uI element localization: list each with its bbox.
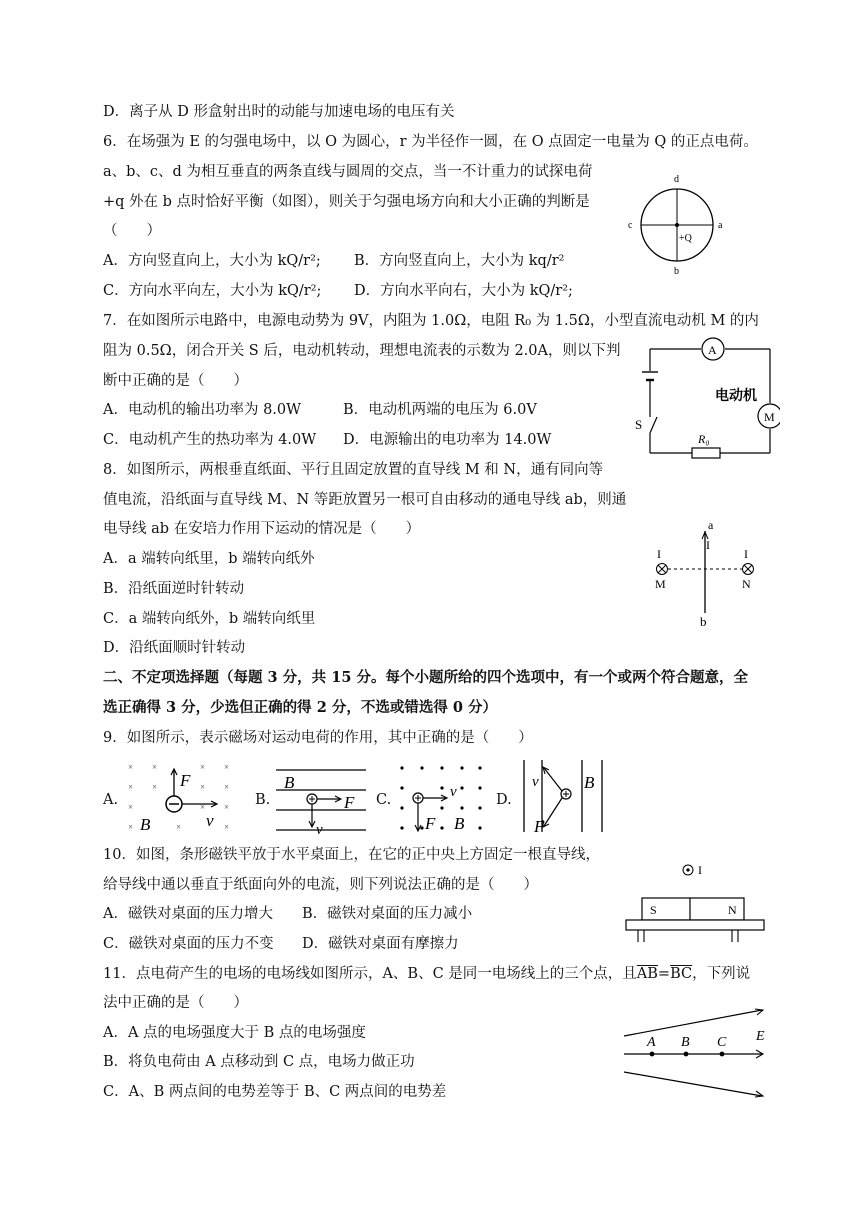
q6-option-d: D．方向水平向右，大小为 kQ/r²;	[354, 283, 573, 299]
svg-text:×: ×	[200, 782, 206, 792]
figure-parallel-wires	[640, 515, 770, 630]
label-s: S	[650, 903, 657, 917]
svg-text:×: ×	[128, 822, 134, 832]
line-option-d-q5: D．离子从 D 形盒射出时的动能与加速电场的电压有关	[103, 104, 455, 120]
q8-option-a: A．a 端转向纸里，b 端转向纸外	[103, 551, 315, 567]
switch-label: S	[635, 417, 643, 432]
question-6-stem-2: a、b、c、d 为相互垂直的两条直线与圆周的交点，当一不计重力的试探电荷	[103, 164, 593, 180]
question-10-stem: 10．如图，条形磁铁平放于水平桌面上，在它的正中央上方固定一根直导线，	[103, 847, 600, 863]
q8-option-b: B．沿纸面逆时针转动	[103, 581, 245, 597]
label-v: v	[316, 822, 323, 834]
question-11-stem-2: 法中正确的是（ ）	[103, 995, 248, 1011]
label-b: b	[700, 614, 707, 629]
label-b: B	[681, 1035, 690, 1050]
figure-field-lines	[618, 998, 778, 1098]
label-v: v	[206, 811, 214, 830]
label-a: A	[647, 1035, 656, 1050]
motor-label: 电动机	[715, 389, 757, 404]
section-2-heading: 二、不定项选择题（每题 3 分，共 15 分。每个小题所给的四个选项中，有一个或两个符合题意，全	[103, 669, 748, 686]
q8-option-c: C．a 端转向纸外，b 端转向纸里	[103, 611, 316, 627]
label-f: F	[344, 793, 355, 812]
field-line-lower	[624, 1072, 762, 1096]
label-m: M	[655, 577, 666, 591]
label-c: c	[628, 220, 633, 231]
label-i-ab: I	[706, 538, 710, 552]
label-b: b	[674, 266, 679, 277]
question-6-stem-3: +q 外在 b 点时恰好平衡（如图），则关于匀强电场方向和大小正确的判断是	[103, 194, 590, 210]
q11-option-b: B．将负电荷由 A 点移动到 C 点，电场力做正功	[103, 1054, 415, 1070]
svg-text:×: ×	[152, 782, 158, 792]
q8-option-d: D．沿纸面顺时针转动	[103, 640, 246, 656]
label-plus-q: +Q	[679, 233, 692, 244]
segment-bc: $\overline{BC}$	[670, 966, 693, 982]
label-f: F	[180, 771, 191, 790]
svg-text:×: ×	[224, 762, 230, 772]
label-e: E	[756, 1029, 765, 1044]
field-line-upper	[624, 1010, 762, 1036]
segment-ab: $\overline{AB}$	[636, 966, 658, 982]
q10-option-a: A．磁铁对桌面的压力增大	[103, 906, 273, 922]
figure-circle-field	[620, 168, 730, 278]
label-a: a	[718, 220, 723, 231]
q7-option-a: A．电动机的输出功率为 8.0W	[103, 402, 302, 418]
q11-option-c: C．A、B 两点间的电势差等于 B、C 两点间的电势差	[103, 1084, 447, 1100]
resistor-label: R₀	[698, 432, 710, 446]
point-a	[650, 1052, 655, 1057]
q9-label-c: C.	[376, 792, 392, 808]
label-f: F	[425, 814, 436, 833]
label-f: F	[534, 817, 545, 836]
question-6-bracket: （ ）	[103, 223, 161, 239]
q9-figure-d	[518, 756, 612, 836]
question-9-stem: 9．如图所示，表示磁场对运动电荷的作用，其中正确的是（ ）	[103, 730, 533, 746]
question-11-stem	[103, 964, 750, 984]
q6-option-b: B．方向竖直向上，大小为 kq/r²	[354, 253, 565, 269]
label-c: C	[717, 1035, 727, 1050]
q9-figure-a	[122, 760, 234, 834]
q10-option-c: C．磁铁对桌面的压力不变	[103, 936, 274, 952]
q9-label-b: B.	[255, 792, 271, 808]
q10-option-b: B．磁铁对桌面的压力减小	[302, 906, 473, 922]
point-b	[684, 1052, 689, 1057]
label-n: N	[742, 577, 751, 591]
label-b: B	[284, 773, 295, 792]
section-2-heading-2: 选正确得 3 分，少选但正确的得 2 分，不选或错选得 0 分）	[103, 699, 498, 716]
label-n: N	[728, 903, 737, 917]
label-b: B	[584, 773, 595, 792]
label-a: a	[708, 518, 714, 532]
q9-label-a: A.	[103, 792, 119, 808]
svg-text:×: ×	[224, 782, 230, 792]
svg-text:×: ×	[224, 802, 230, 812]
q7-option-d: D．电源输出的电功率为 14.0W	[343, 432, 552, 448]
q6-option-a: A．方向竖直向上，大小为 kQ/r²;	[103, 253, 321, 269]
label-b: B	[454, 814, 465, 833]
label-b: B	[140, 815, 151, 834]
q6-option-c: C．方向水平向左，大小为 kQ/r²;	[103, 283, 322, 299]
center-point	[675, 223, 679, 227]
figure-bar-magnet	[620, 858, 770, 948]
resistor	[692, 448, 720, 458]
question-7-stem: 7．在如图所示电路中，电源电动势为 9V，内阻为 1.0Ω，电阻 R₀ 为 1.5Ω，小型直流电动机 M 的内	[103, 313, 759, 329]
svg-text:×: ×	[200, 802, 206, 812]
q9-figure-b	[272, 760, 368, 834]
q7-option-c: C．电动机产生的热功率为 4.0W	[103, 432, 317, 448]
svg-text:×: ×	[176, 822, 182, 832]
label-i: I	[698, 863, 702, 877]
label-d: d	[674, 174, 679, 185]
svg-text:×: ×	[152, 762, 158, 772]
svg-text:×: ×	[200, 762, 206, 772]
label-i-m: I	[657, 547, 661, 561]
question-8-stem-3: 电导线 ab 在安培力作用下运动的情况是（ ）	[103, 521, 421, 537]
label-v: v	[450, 784, 457, 800]
question-7-stem-2: 阻为 0.5Ω，闭合开关 S 后，电动机转动，理想电流表的示数为 2.0A，则以下判	[103, 343, 621, 359]
svg-text:×: ×	[128, 802, 134, 812]
q7-option-b: B．电动机两端的电压为 6.0V	[343, 402, 537, 418]
svg-text:×: ×	[224, 822, 230, 832]
q11-option-a: A．A 点的电场强度大于 B 点的电场强度	[103, 1025, 366, 1041]
q9-figure-c	[394, 760, 486, 834]
figure-circuit	[630, 335, 780, 465]
svg-text:×: ×	[128, 782, 134, 792]
equals-sign: =	[657, 966, 671, 982]
q10-option-d: D．磁铁对桌面有摩擦力	[302, 936, 459, 952]
table-top	[626, 920, 764, 930]
question-6-stem: 6．在场强为 E 的匀强电场中，以 O 为圆心，r 为半径作一圆，在 O 点固定一电量为 Q 的正点电荷。	[103, 134, 758, 150]
question-10-stem-2: 给导线中通以垂直于纸面向外的电流，则下列说法正确的是（ ）	[103, 877, 538, 893]
ammeter-label: A	[708, 343, 717, 357]
motor-symbol: M	[764, 410, 775, 424]
label-i-n: I	[744, 547, 748, 561]
q11-stem-tail: ，下列说	[692, 966, 751, 982]
question-8-stem: 8．如图所示，两根垂直纸面、平行且固定放置的直导线 M 和 N，通有同向等	[103, 462, 604, 478]
label-v: v	[532, 774, 539, 790]
svg-text:×: ×	[128, 762, 134, 772]
question-8-stem-2: 值电流，沿纸面与直导线 M、N 等距放置另一根可自由移动的通电导线 ab，则通	[103, 492, 627, 508]
question-7-stem-3: 断中正确的是（ ）	[103, 373, 248, 389]
q9-label-d: D.	[496, 792, 512, 808]
point-c	[720, 1052, 725, 1057]
q11-stem-text: 11．点电荷产生的电场的电场线如图所示，A、B、C 是同一电场线上的三个点，且	[103, 966, 637, 982]
switch-blade	[650, 417, 657, 433]
